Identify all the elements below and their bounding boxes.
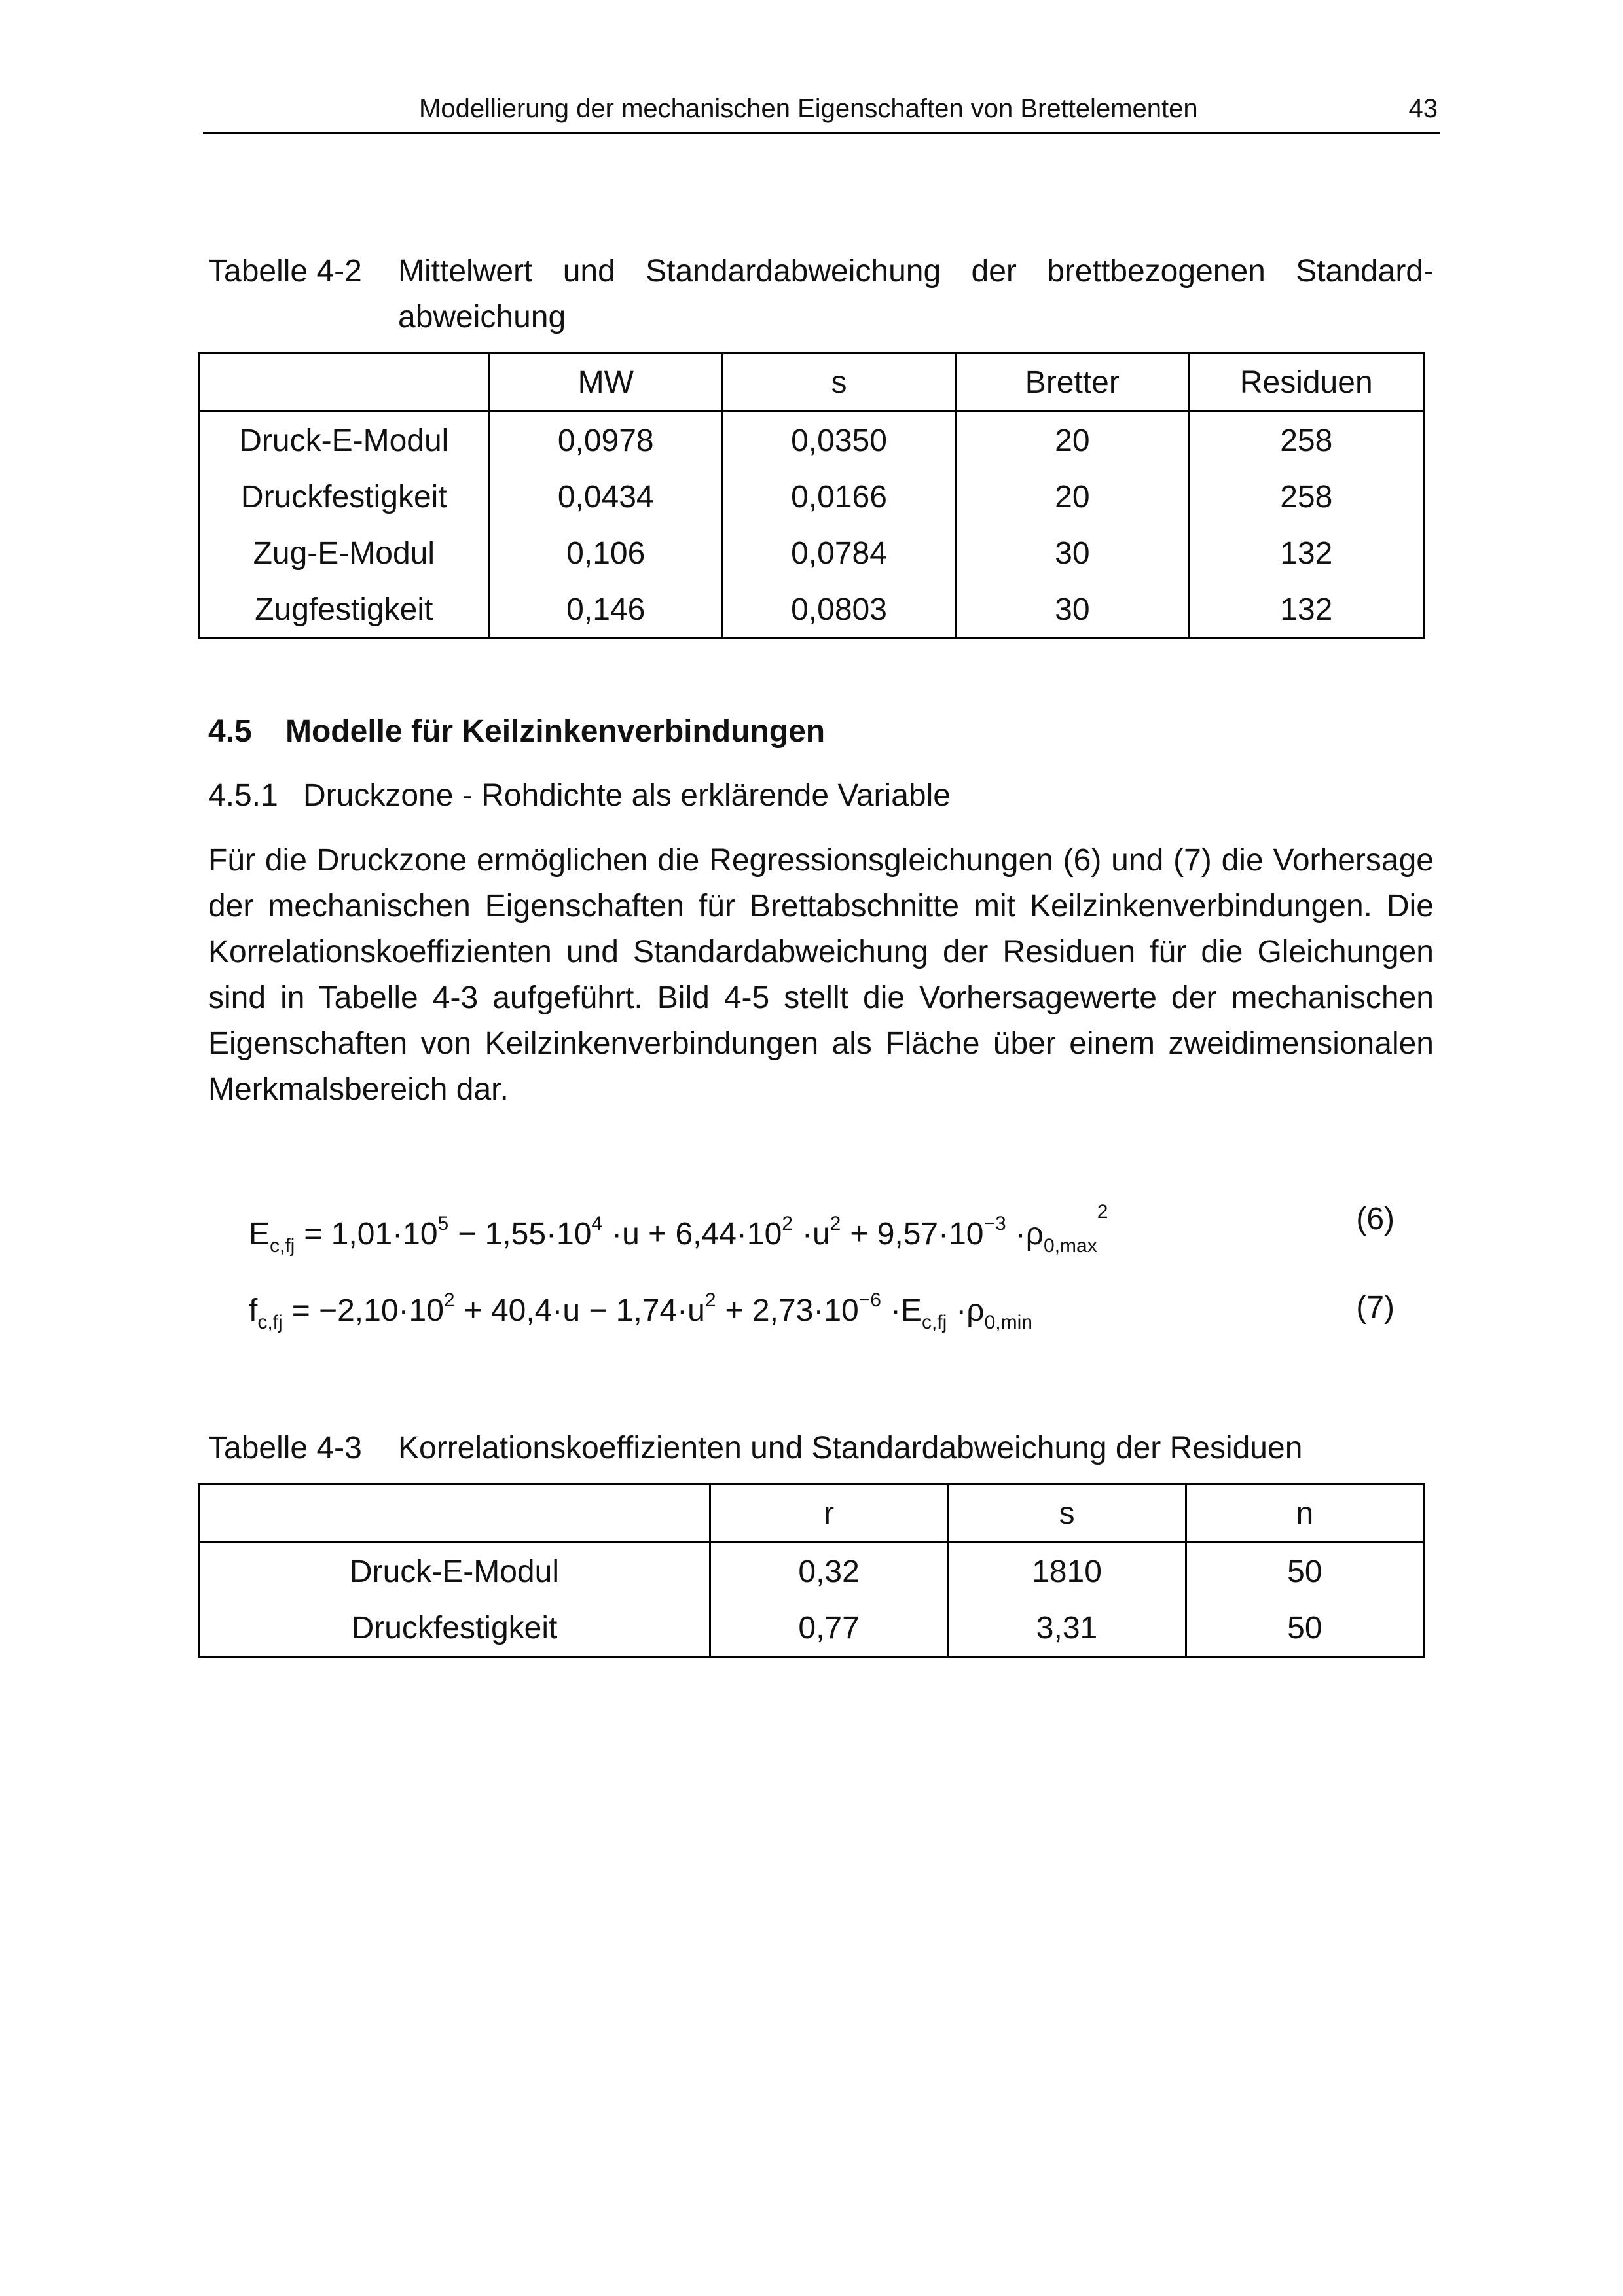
cell: 30: [956, 581, 1189, 639]
table-header-row: [199, 353, 1424, 412]
header-cell-n: n: [1186, 1484, 1423, 1543]
header-cell-s: s: [722, 353, 955, 412]
table-row: [199, 412, 1424, 469]
cell: 132: [1189, 581, 1424, 639]
cell: 50: [1186, 1543, 1423, 1600]
cell: 132: [1189, 525, 1424, 581]
cell: 30: [956, 525, 1189, 581]
header-cell-r: r: [710, 1484, 947, 1543]
cell: 0,0350: [722, 412, 955, 469]
cell: 1810: [948, 1543, 1186, 1600]
cell: 20: [956, 469, 1189, 525]
row-label: Zug-E-Modul: [199, 525, 490, 581]
cell: 0,146: [489, 581, 722, 639]
cell: 20: [956, 412, 1189, 469]
table-header-row: [199, 1484, 1424, 1543]
cell: 0,77: [710, 1600, 947, 1657]
caption-text: Korrelationskoeffizienten und Standardabweichung der Residuen: [398, 1431, 1303, 1465]
header-cell-residuen: Residuen: [1189, 353, 1424, 412]
body-paragraph: Für die Druckzone ermöglichen die Regressionsgleichungen (6) und (7) die Vorhersage der mechanischen Eigenschaften für Brettabschnitte mit Keilzinkenverbindungen. Die Korrelationskoeffizienten und Standardabweichung der Residuen für die Gleichungen sind in Tabelle 4-3 aufgeführt. Bild 4-5 stellt die Vorhersagewerte der mechanischen Eigenschaften von Keilzinkenverbindungen als Fläche über einem zweidimensionalen Merkmalsbereich dar.: [208, 843, 1434, 1107]
header-cell-s: s: [948, 1484, 1186, 1543]
section-title-text: Modelle für Keilzinkenverbindungen: [285, 714, 826, 749]
cell: 258: [1189, 412, 1424, 469]
row-label: Druckfestigkeit: [199, 1600, 710, 1657]
caption-label: Tabelle 4-3: [208, 1431, 362, 1465]
cell: 3,31: [948, 1600, 1186, 1657]
cell: 0,0784: [722, 525, 955, 581]
cell: 0,0978: [489, 412, 722, 469]
equation-formula: $E_{c,fj} = 1,01\cdot 10^5 - 1,55\cdot 10^4 \cdot u + 6,44\cdot 10^2 \cdot u^2 + 9,57\cdot 10^{-3} \cdot\rho_{0,max}^2$: [249, 1201, 1108, 1257]
row-label: Druck-E-Modul: [199, 1543, 710, 1600]
header-cell-mw: MW: [489, 353, 722, 412]
page-header: [203, 92, 1440, 134]
table-row: [199, 525, 1424, 581]
cell: 0,0803: [722, 581, 955, 639]
table-row: [199, 469, 1424, 525]
cell: 0,0434: [489, 469, 722, 525]
equation-7: [249, 1289, 1434, 1342]
cell: 50: [1186, 1600, 1423, 1657]
equation-6: [249, 1201, 1434, 1257]
table-4-2-caption: [208, 249, 1434, 340]
subsection-heading: [208, 778, 951, 814]
caption-text: Mittelwert und Standardabweichung der brettbezogenen Standard-abweichung: [398, 254, 1434, 334]
header-cell: [199, 1484, 710, 1543]
subsection-number: 4.5.1: [208, 778, 278, 813]
cell: 0,32: [710, 1543, 947, 1600]
header-cell: [199, 353, 490, 412]
equation-number: (6): [1356, 1202, 1395, 1236]
equation-number: (7): [1356, 1290, 1395, 1325]
table-row: [199, 1600, 1424, 1657]
page-number: 43: [1408, 94, 1438, 123]
table-4-3: [198, 1483, 1425, 1658]
table-4-2: [198, 352, 1425, 639]
subsection-title-text: Druckzone - Rohdichte als erklärende Variable: [303, 778, 951, 813]
row-label: Druck-E-Modul: [199, 412, 490, 469]
section-number: 4.5: [208, 714, 252, 749]
section-heading: [208, 713, 825, 749]
header-cell-bretter: Bretter: [956, 353, 1189, 412]
table-row: [199, 1543, 1424, 1600]
row-label: Druckfestigkeit: [199, 469, 490, 525]
row-label: Zugfestigkeit: [199, 581, 490, 639]
cell: 258: [1189, 469, 1424, 525]
running-title: Modellierung der mechanischen Eigenschaften von Brettelementen: [419, 94, 1198, 123]
caption-label: Tabelle 4-2: [208, 254, 362, 289]
table-4-3-caption: [208, 1426, 1434, 1471]
cell: 0,106: [489, 525, 722, 581]
cell: 0,0166: [722, 469, 955, 525]
equation-formula: $f_{c,fj} = -2,10\cdot 10^2 + 40,4\cdot u - 1,74\cdot u^2 + 2,73\cdot 10^{-6} \cdot E_{c,fj} \cdot\rho_{0,min}$: [249, 1289, 1032, 1333]
table-row: [199, 581, 1424, 639]
